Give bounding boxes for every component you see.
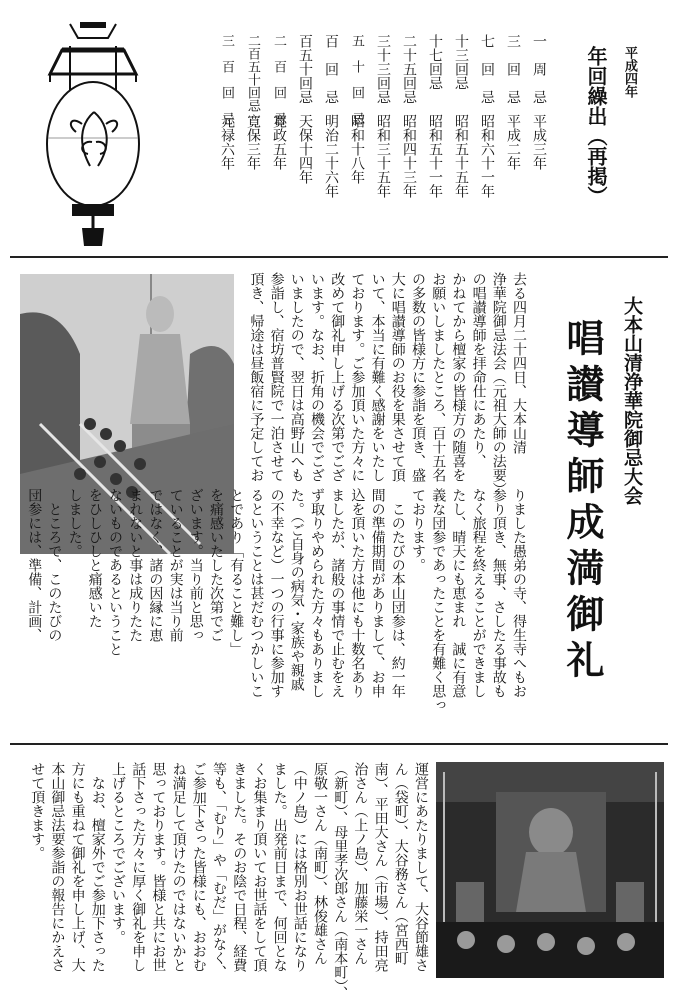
article-column: ね満足して頂けたのではないかと bbox=[170, 762, 187, 972]
article-column: 方にも重ねて御礼を申し上げ、大 bbox=[69, 762, 86, 972]
altar-photo bbox=[436, 762, 664, 978]
lantern-illustration bbox=[42, 20, 142, 248]
anniversary-year: 昭和四十三年 bbox=[401, 114, 417, 198]
article-column: 本山御忌法要参詣の報告にかえさ bbox=[49, 762, 66, 972]
article-column: 改めて御礼申し上げる次第でござ bbox=[329, 272, 346, 482]
anniversary-name: 三 百 回 忌 bbox=[219, 34, 234, 125]
anniversary-year: 寛保三年 bbox=[245, 114, 261, 170]
anniversary-name: 七 回 忌 bbox=[479, 34, 495, 104]
article-subtitle: 大本山清浄華院御忌大会 bbox=[621, 296, 643, 505]
article-column: の唱讃導師を拝命仕にあたり、 bbox=[470, 272, 487, 468]
article-column: せて頂きます。 bbox=[29, 762, 46, 860]
article-column: 間の準備期間がありまして、お申 bbox=[369, 488, 386, 698]
article-column: います。なお、折角の機会でござ bbox=[309, 272, 325, 482]
article-column: 原敬一さん（南町）、林俊雄さん bbox=[312, 762, 328, 965]
anniversary-year: 天保十四年 bbox=[297, 114, 313, 184]
article-column: 上げるところでございます。 bbox=[110, 762, 126, 944]
article-column: を痛感いたした次第でご bbox=[208, 488, 224, 642]
article-column: ず取りやめられた方々もありまし bbox=[309, 488, 325, 698]
article-column: まれないと事は成りたた bbox=[127, 488, 144, 642]
article-column: をひしひしと痛感いた bbox=[86, 488, 103, 628]
article-column: 浄華院御忌法会（元祖大師の法要） bbox=[490, 272, 507, 496]
article-column: 思っております。皆様と共にお世 bbox=[150, 762, 167, 972]
article-column: 話下さった方々に厚く御礼を申し bbox=[130, 762, 147, 972]
article-column: ないものであるということ bbox=[107, 488, 123, 656]
article-column: ましたが、諸般の事情で止むをえ bbox=[329, 488, 346, 698]
article-column: ではなく、諸の因縁に恵 bbox=[147, 488, 164, 642]
article-column: いましたので、翌日は高野山へも bbox=[288, 272, 305, 482]
anniversary-year: 昭和五十一年 bbox=[427, 114, 443, 198]
article-column: るということは甚だむつかしいこ bbox=[248, 488, 265, 698]
article-column: このたびの本山団参は、約一年 bbox=[389, 488, 406, 698]
anniversary-year: 昭和十八年 bbox=[349, 114, 365, 184]
article-column: とであり「有ること難し」 bbox=[228, 488, 245, 656]
article-column: かねてから檀家の皆様方の随喜を bbox=[450, 272, 467, 482]
article-column: りました愚弟の寺、得生寺へもお bbox=[511, 488, 527, 698]
anniversary-name: 三十三回忌 bbox=[375, 34, 391, 104]
article-column: ん（袋町）、大谷務さん（宮西町 bbox=[392, 762, 409, 965]
anniversary-year: 寛政五年 bbox=[271, 114, 287, 170]
article-column: ております。 bbox=[410, 488, 426, 572]
anniversary-name: 百 回 忌 bbox=[323, 34, 339, 104]
anniversary-heading: 年回繰出（再掲） bbox=[584, 46, 608, 206]
article-column: 参り頂き、無事、さしたる事故も bbox=[490, 488, 507, 698]
article-column: た。（ご自身の病気・家族や親戚 bbox=[288, 488, 305, 691]
anniversary-name: 二十五回忌 bbox=[401, 34, 417, 104]
anniversary-year: 明治二十六年 bbox=[323, 114, 339, 198]
anniversary-name: 百五十回忌 bbox=[297, 34, 313, 104]
article-column: 参詣し、宿坊普賢院で一泊させて bbox=[268, 272, 285, 482]
anniversary-year: 昭和五十五年 bbox=[453, 114, 469, 198]
article-column: 去る四月二十四日、大本山清 bbox=[511, 272, 527, 454]
article-column: の多数の皆様方に参詣を頂き、盛 bbox=[410, 272, 426, 482]
anniversary-name: 三 回 忌 bbox=[505, 34, 521, 104]
article-column: 等も、「むり」や「むだ」がなく、 bbox=[211, 762, 227, 979]
article-title: 唱讃導師成満御礼 bbox=[560, 318, 605, 686]
anniversary-year: 昭和三十五年 bbox=[375, 114, 391, 198]
anniversary-name: 一 周 忌 bbox=[531, 34, 547, 104]
anniversary-name: 二 百 回 忌 bbox=[271, 34, 286, 125]
article-column: 込を頂いた方は他にも十数名あり bbox=[349, 488, 366, 698]
article-column: 団参には、準備、計画、 bbox=[26, 488, 43, 642]
section-divider bbox=[10, 256, 668, 258]
article-column: 南）、平田大さん（市場）、持田亮 bbox=[372, 762, 389, 972]
article-column: 大に唱讃導師のお役を果させて頂 bbox=[389, 272, 406, 482]
article-column: ました。出発前日まで、何回とな bbox=[271, 762, 288, 972]
article-column: ております。ご参加頂いた方々に bbox=[349, 272, 366, 482]
lantern-icon bbox=[42, 20, 142, 248]
article-column: （新町）、母里孝次郎さん（南本町）、 bbox=[332, 762, 349, 1000]
anniversary-year: 元禄六年 bbox=[219, 114, 235, 170]
anniversary-caption: 平成四年 bbox=[622, 46, 637, 98]
article-column: ところで、このたびの bbox=[46, 488, 63, 642]
anniversary-name: 五 十 回 忌 bbox=[349, 34, 364, 125]
article-column: 運営にあたりまして、大谷節雄さ bbox=[413, 762, 429, 972]
anniversary-name: 十七回忌 bbox=[427, 34, 443, 90]
article-column: きました。そのお陰で日程、経費 bbox=[231, 762, 248, 972]
article-column: いて、本当に有難く感謝をいたし bbox=[369, 272, 386, 482]
section-divider bbox=[10, 743, 668, 745]
article-column: くお集まり頂いてお世話をして頂 bbox=[251, 762, 268, 972]
article-column: しました。 bbox=[66, 488, 83, 558]
article-column: 頂き、帰途は昼飯宿に予定してお bbox=[248, 272, 265, 482]
article-column: ご参加下さった皆様にも、おおむ bbox=[190, 762, 207, 972]
article-column: 義な団参であったことを有難く思っ bbox=[430, 488, 447, 712]
anniversary-year: 昭和六十一年 bbox=[479, 114, 495, 198]
article-column: ざいます。当り前と思っ bbox=[187, 488, 204, 642]
anniversary-year: 平成三年 bbox=[531, 114, 547, 170]
anniversary-name: 二百五十回忌 bbox=[245, 34, 260, 112]
article-column: （中ノ島）には格別お世話になり bbox=[291, 762, 308, 972]
anniversary-year: 平成二年 bbox=[505, 114, 521, 170]
article-column: 治さん（上ノ島）、加藤栄一さん bbox=[352, 762, 369, 965]
anniversary-name: 十三回忌 bbox=[453, 34, 469, 90]
article-column: たし、晴天にも恵まれ 誠に有意 bbox=[450, 488, 467, 698]
article-column: ていることが実は当り前 bbox=[167, 488, 184, 642]
article-column: なお、檀家外でご参加下さった bbox=[89, 762, 106, 972]
article-column: お願いしましたところ、百十五名 bbox=[430, 272, 447, 482]
article-column: の不幸など）一つの行事に参加す bbox=[268, 488, 285, 698]
article-column: なく旅程を終えることができまし bbox=[470, 488, 487, 698]
